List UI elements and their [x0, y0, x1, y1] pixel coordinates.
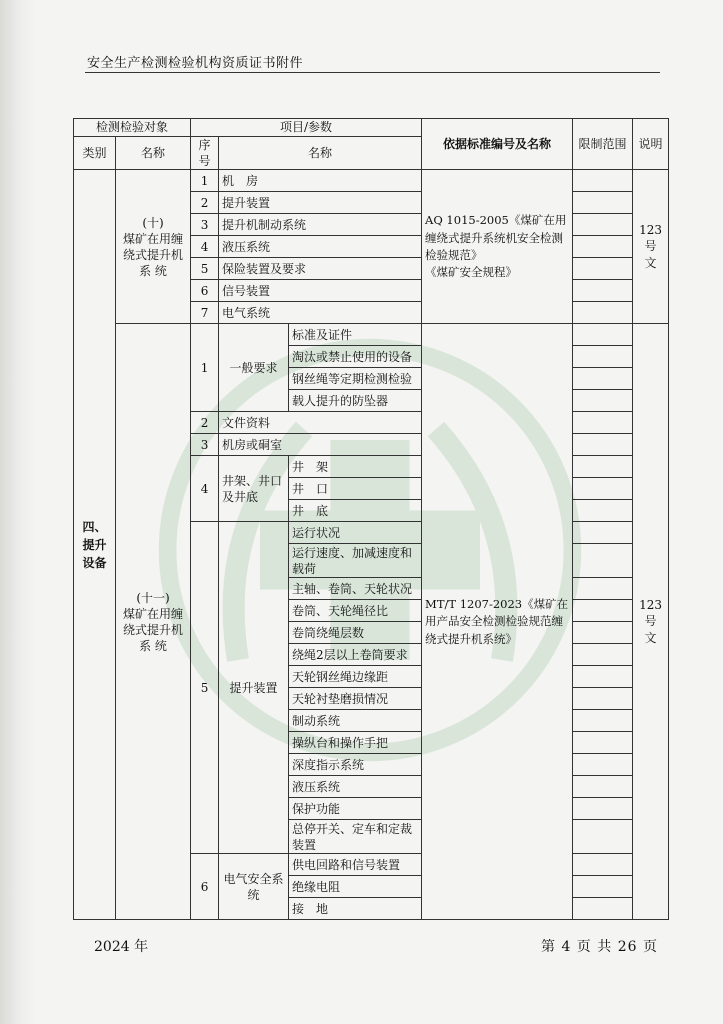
sub-item: 井 底: [289, 500, 422, 522]
limit-cell: [573, 412, 633, 434]
footer-rule: [85, 919, 660, 920]
limit-cell: [573, 854, 633, 876]
sub-item: 卷筒、天轮绳径比: [289, 600, 422, 622]
item-no: 2: [191, 412, 219, 434]
limit-cell: [573, 280, 633, 302]
limit-cell: [573, 754, 633, 776]
sub-item: 操纵台和操作手把: [289, 732, 422, 754]
limit-cell: [573, 456, 633, 478]
note-11: 123 号 文: [633, 324, 669, 920]
item-no: 4: [191, 456, 219, 522]
limit-cell: [573, 600, 633, 622]
limit-cell: [573, 192, 633, 214]
limit-cell: [573, 214, 633, 236]
limit-cell: [573, 798, 633, 820]
object-name-11: (十一) 煤矿在用缠绕式提升机系 统: [116, 324, 191, 920]
head-category: 类别: [74, 137, 116, 170]
sub-item: 供电回路和信号装置: [289, 854, 422, 876]
head-items: 项目/参数: [191, 119, 422, 137]
item-name: 提升装置: [219, 522, 289, 854]
certificate-scope-table: [73, 118, 669, 920]
limit-cell: [573, 390, 633, 412]
limit-cell: [573, 688, 633, 710]
item-no: 5: [191, 258, 219, 280]
limit-cell: [573, 522, 633, 544]
sub-item: 主轴、卷筒、天轮状况: [289, 578, 422, 600]
item-no: 6: [191, 280, 219, 302]
head-limit: 限制范围: [573, 119, 633, 170]
item-name: 机房或硐室: [219, 434, 422, 456]
item-name: 一般要求: [219, 324, 289, 412]
limit-cell: [573, 710, 633, 732]
item-name: 文件资料: [219, 412, 422, 434]
sub-item: 绕绳2层以上卷筒要求: [289, 644, 422, 666]
item-name: 信号装置: [219, 280, 422, 302]
limit-cell: [573, 236, 633, 258]
sub-item: 卷筒绕绳层数: [289, 622, 422, 644]
item-name: 提升机制动系统: [219, 214, 422, 236]
limit-cell: [573, 776, 633, 798]
limit-cell: [573, 578, 633, 600]
item-no: 3: [191, 214, 219, 236]
table-row: [74, 324, 669, 346]
head-seq: 序号: [191, 137, 219, 170]
item-name: 液压系统: [219, 236, 422, 258]
item-name: 提升装置: [219, 192, 422, 214]
limit-cell: [573, 368, 633, 390]
sub-item: 运行速度、加减速度和载荷: [289, 544, 422, 578]
table-row: [74, 170, 669, 192]
head-item-name: 名称: [219, 137, 422, 170]
item-no: 2: [191, 192, 219, 214]
sub-item: 总停开关、定车和定裁装置: [289, 820, 422, 854]
sub-item: 标准及证件: [289, 324, 422, 346]
standard-11: MT/T 1207-2023《煤矿在用产品安全检测检验规范缠绕式提升机系统》: [422, 324, 573, 920]
item-name: 井架、井口及井底: [219, 456, 289, 522]
limit-cell: [573, 622, 633, 644]
note-10: 123 号 文: [633, 170, 669, 324]
head-name: 名称: [116, 137, 191, 170]
limit-cell: [573, 732, 633, 754]
sub-item: 液压系统: [289, 776, 422, 798]
standard-10: AQ 1015-2005《煤矿在用缠绕式提升系统机安全检测检验规范》 《煤矿安全规程》: [422, 170, 573, 324]
item-no: 1: [191, 324, 219, 412]
sub-item: 井 架: [289, 456, 422, 478]
footer-page-number: 第 4 页 共 26 页: [541, 939, 658, 955]
scan-page-edge: [0, 0, 36, 1024]
limit-cell: [573, 258, 633, 280]
sub-item: 制动系统: [289, 710, 422, 732]
item-no: 4: [191, 236, 219, 258]
sub-item: 井 口: [289, 478, 422, 500]
item-no: 7: [191, 302, 219, 324]
header-row-1: [74, 119, 669, 137]
category-cell: 四、提升设备: [74, 170, 116, 920]
limit-cell: [573, 170, 633, 192]
limit-cell: [573, 434, 633, 456]
limit-cell: [573, 644, 633, 666]
limit-cell: [573, 346, 633, 368]
sub-item: 运行状况: [289, 522, 422, 544]
footer-year: 2024 年: [94, 939, 149, 955]
sub-item: 天轮衬垫磨损情况: [289, 688, 422, 710]
item-no: 6: [191, 854, 219, 920]
item-no: 3: [191, 434, 219, 456]
item-name: 保险装置及要求: [219, 258, 422, 280]
document-header-title: 安全生产检测检验机构资质证书附件: [87, 56, 304, 71]
limit-cell: [573, 820, 633, 854]
limit-cell: [573, 666, 633, 688]
sub-item: 深度指示系统: [289, 754, 422, 776]
limit-cell: [573, 500, 633, 522]
sub-item: 保护功能: [289, 798, 422, 820]
object-name-10: (十) 煤矿在用缠绕式提升机系 统: [116, 170, 191, 324]
limit-cell: [573, 876, 633, 898]
limit-cell: [573, 478, 633, 500]
item-name: 机 房: [219, 170, 422, 192]
sub-item: 绝缘电阻: [289, 876, 422, 898]
head-object: 检测检验对象: [74, 119, 191, 137]
sub-item: 接 地: [289, 898, 422, 920]
sub-item: 天轮钢丝绳边缘距: [289, 666, 422, 688]
item-name: 电气系统: [219, 302, 422, 324]
item-name: 电气安全系统: [219, 854, 289, 920]
sub-item: 淘汰或禁止使用的设备: [289, 346, 422, 368]
head-standard: 依据标准编号及名称: [422, 119, 573, 170]
head-note: 说明: [633, 119, 669, 170]
limit-cell: [573, 324, 633, 346]
limit-cell: [573, 302, 633, 324]
sub-item: 载人提升的防坠器: [289, 390, 422, 412]
item-no: 1: [191, 170, 219, 192]
sub-item: 钢丝绳等定期检测检验: [289, 368, 422, 390]
item-no: 5: [191, 522, 219, 854]
limit-cell: [573, 898, 633, 920]
header-rule: [85, 72, 660, 73]
limit-cell: [573, 544, 633, 578]
